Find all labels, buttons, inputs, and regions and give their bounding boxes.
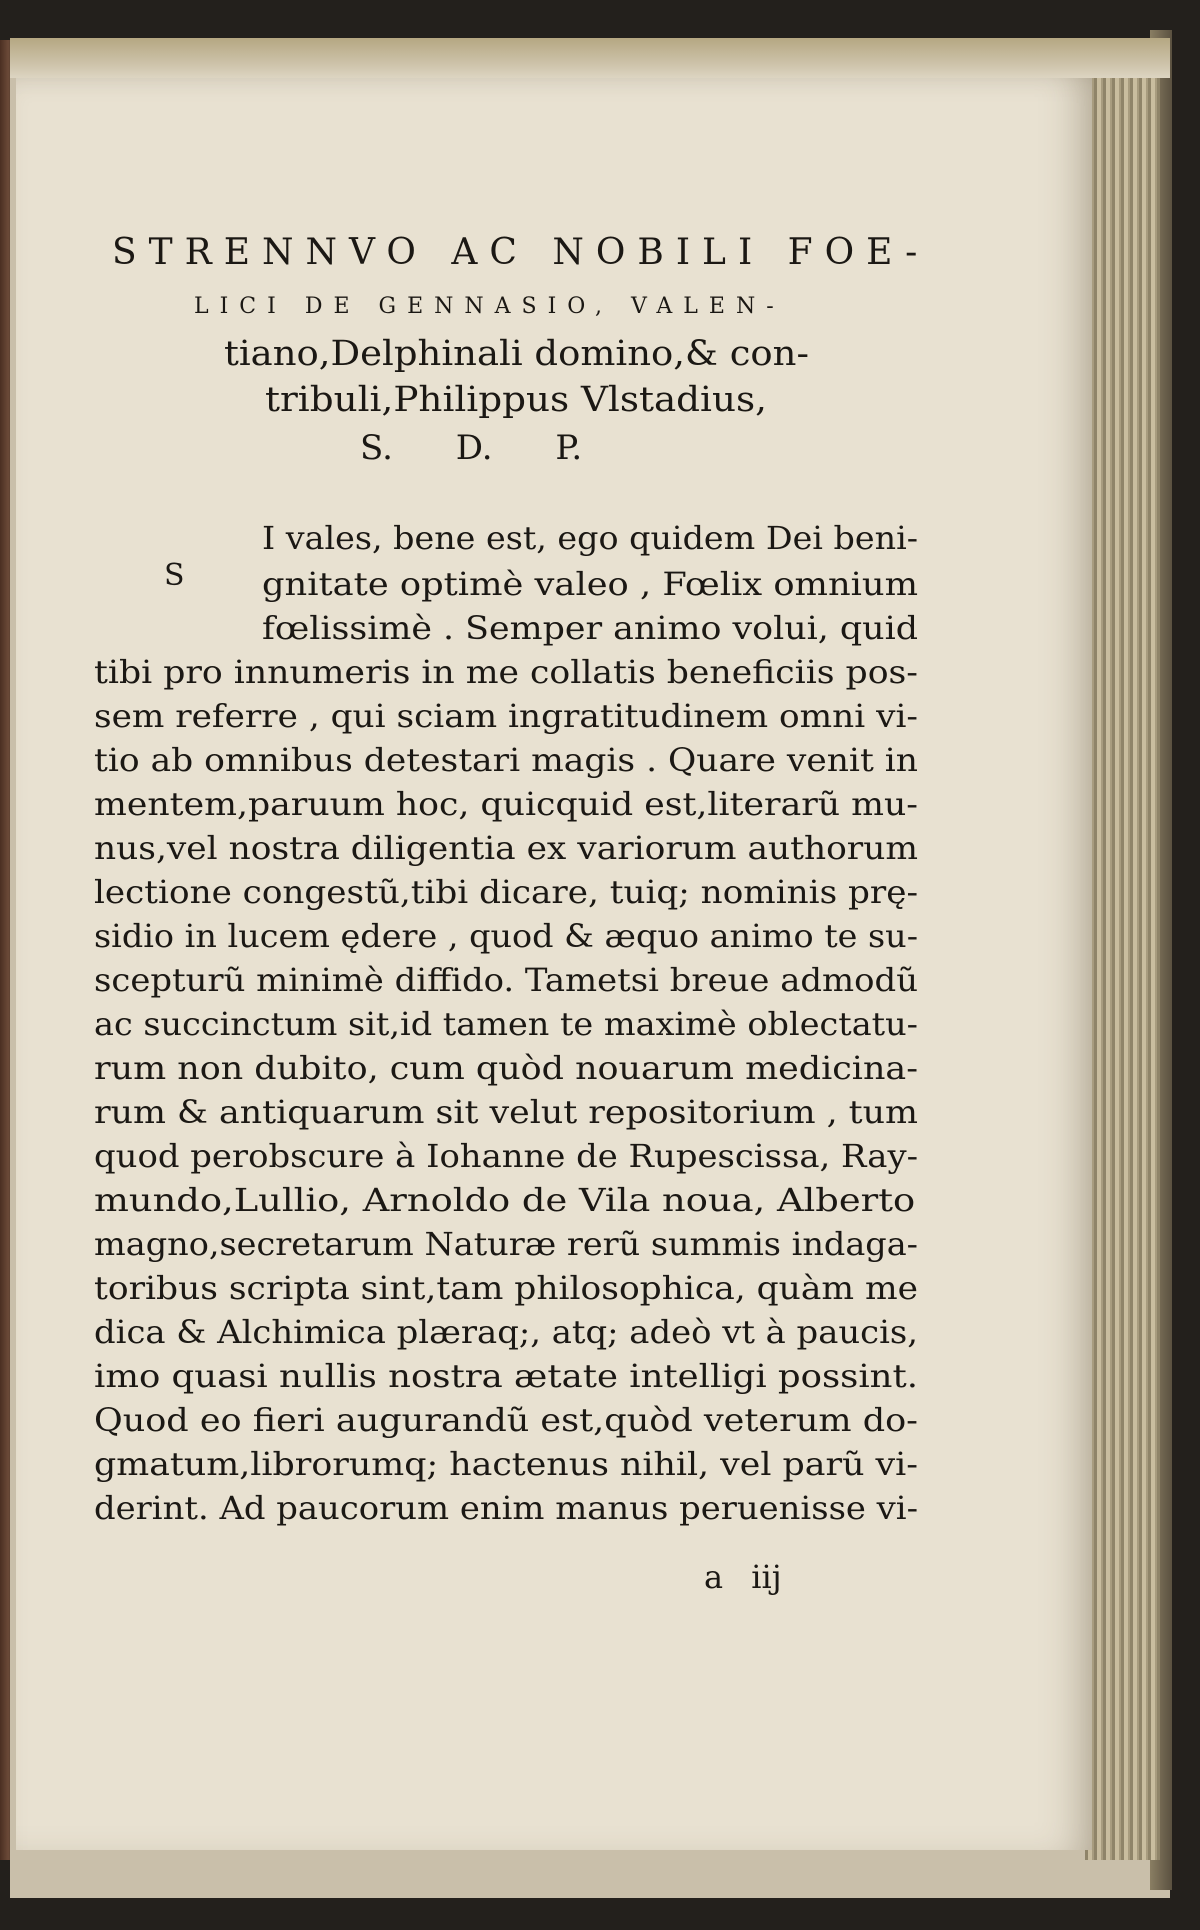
heading-line-5: S. D. P. <box>360 428 583 468</box>
page-top-edge <box>10 38 1170 78</box>
body-line: gmatum,librorumq; hactenus nihil, vel parũ vi- <box>94 1445 918 1483</box>
body-line: rum non dubito, cum quòd nouarum medicina- <box>94 1049 918 1087</box>
heading-line-1: STRENNVO AC NOBILI FOE- <box>112 232 930 273</box>
body-line: nus,vel nostra diligentia ex variorum authorum <box>94 829 918 867</box>
body-line: scepturũ minimè diffido. Tametsi breue admodũ <box>94 961 918 999</box>
body-line: I vales, bene est, ego quidem Dei beni- <box>262 519 918 557</box>
body-line: quod perobscure à Iohanne de Rupescissa, Ray- <box>94 1137 918 1175</box>
body-line: lectione congestũ,tibi dicare, tuiq; nominis prę- <box>94 873 918 911</box>
heading-line-3: tiano,Delphinali domino,& con- <box>224 334 809 374</box>
body-line: tio ab omnibus detestari magis . Quare venit in <box>94 741 918 779</box>
body-line: magno,secretarum Naturæ rerũ summis indaga- <box>94 1225 918 1263</box>
body-line: imo quasi nullis nostra ætate intelligi possint. <box>94 1357 919 1395</box>
body-line: mundo,Lullio, Arnoldo de Vila noua, Alberto <box>94 1181 916 1219</box>
body-line: sem referre , qui sciam ingratitudinem omni vi- <box>94 697 918 735</box>
body-line: fœlissimè . Semper animo volui, quid <box>262 609 918 647</box>
body-line: gnitate optimè valeo , Fœlix omnium <box>262 565 918 603</box>
page-stack <box>1085 60 1160 1860</box>
body-line: tibi pro innumeris in me collatis beneficiis pos- <box>94 653 918 691</box>
heading-line-2: LICI DE GENNASIO, VALEN- <box>194 294 785 319</box>
body-line: sidio in lucem ędere , quod & æquo animo te su- <box>94 917 918 955</box>
body-line: ac succinctum sit,id tamen te maximè oblectatu- <box>94 1005 918 1043</box>
body-line: dica & Alchimica plæraq;, atq; adeò vt à paucis, <box>94 1313 919 1351</box>
body-line: toribus scripta sint,tam philosophica, quàm me <box>94 1269 918 1307</box>
drop-capital: S <box>164 558 185 593</box>
body-line: Quod eo fieri augurandũ est,quòd veterum do- <box>94 1401 918 1439</box>
body-line: derint. Ad paucorum enim manus peruenisse vi- <box>94 1489 919 1527</box>
signature-mark: a iij <box>704 1558 782 1596</box>
body-line: mentem,paruum hoc, quicquid est,literarũ mu- <box>94 785 918 823</box>
body-line: rum & antiquarum sit velut repositorium , tum <box>94 1093 918 1131</box>
heading-line-4: tribuli,Philippus Vlstadius, <box>265 380 767 420</box>
